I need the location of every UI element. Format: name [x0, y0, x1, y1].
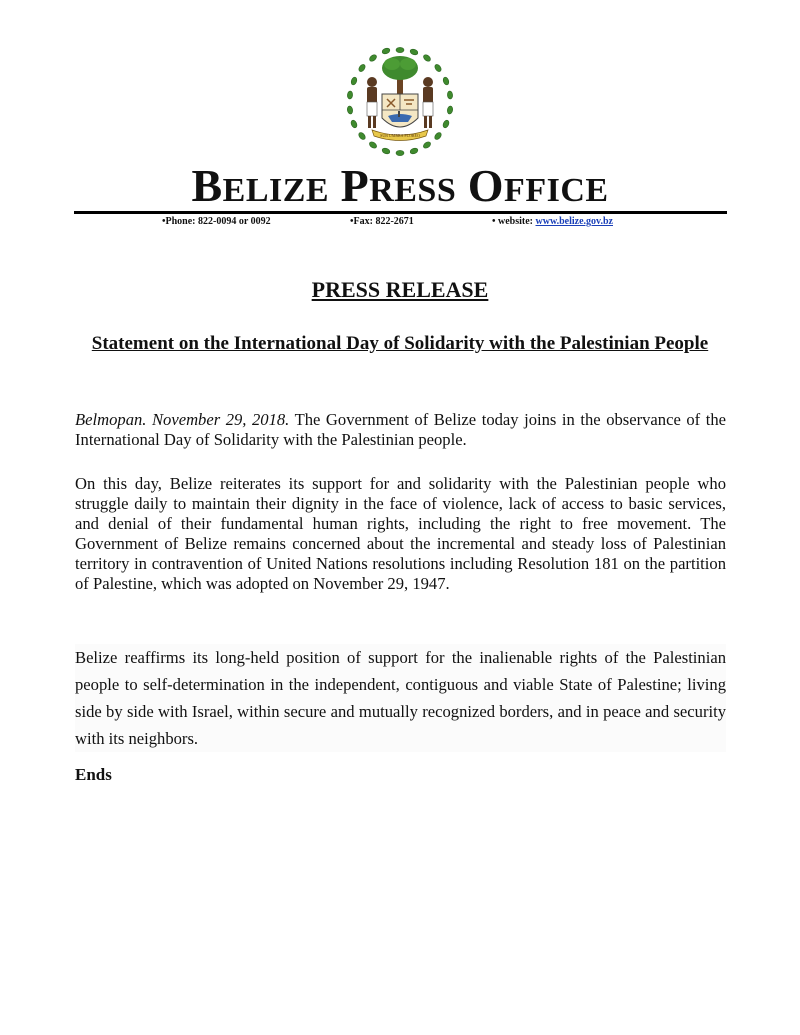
statement-title: Statement on the International Day of Solidarity with the Palestinian People [91, 333, 709, 354]
masthead-title: BELIZE PRESS OFFICE [191, 160, 609, 211]
paragraph-2: On this day, Belize reiterates its support for and solidarity with the Palestinian people who struggle daily to maintain their dignity in the face of violence, lack of access to basic services, and denial of their fundamental human rights, including the right to free movement. The Government of Belize remains concerned about the incremental and steady loss of Palestinian territory in contravention of United Nations resolutions including Resolution 181 on the partition of Palestine, which was adopted on November 29, 1947. [75, 474, 726, 593]
ends-label: Ends [75, 765, 112, 784]
phone-info: •Phone: 822-0094 or 0092 [162, 216, 271, 227]
paragraph-3: Belize reaffirms its long-held position of support for the inalienable rights of the Palestinian people to self-determination in the independent, contiguous and viable State of Palestine; living side by side with Israel, within secure and mutually recognized borders, and in peace and security with its neighbors. [75, 644, 726, 752]
dateline: Belmopan. November 29, 2018. [75, 410, 290, 429]
press-release-heading: PRESS RELEASE [311, 277, 489, 302]
svg-text:SUB UMBRA FLOREO: SUB UMBRA FLOREO [380, 133, 420, 138]
belize-coat-of-arms-icon [342, 44, 458, 160]
website-info: • website: www.belize.gov.bz [492, 216, 613, 227]
website-link[interactable]: www.belize.gov.bz [535, 216, 613, 227]
contact-line [74, 215, 727, 229]
paragraph-1-body: The Government of Belize today joins in the observance of the International Day of Solidarity with the Palestinian people. [75, 410, 727, 449]
paragraph-1 [75, 410, 726, 450]
fax-info: •Fax: 822-2671 [350, 216, 414, 227]
header-divider [74, 211, 727, 214]
